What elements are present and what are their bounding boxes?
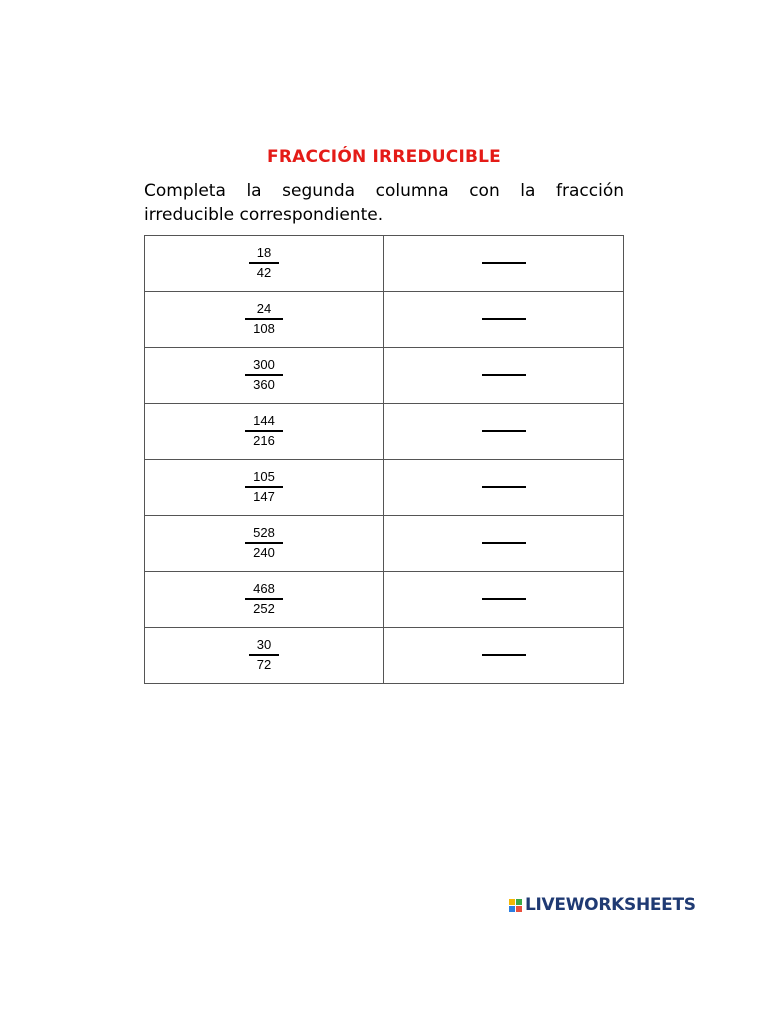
logo-square-green xyxy=(516,899,522,905)
fraction-bar xyxy=(245,486,283,488)
fraction-denominator: 147 xyxy=(253,488,275,504)
fraction-bar xyxy=(245,318,283,320)
liveworksheets-logo xyxy=(509,894,696,916)
logo-text: LIVEWORKSHEETS xyxy=(525,895,696,915)
answer-blank[interactable] xyxy=(482,542,526,544)
answer-cell xyxy=(384,292,624,348)
fraction-bar xyxy=(249,262,279,264)
answer-blank[interactable] xyxy=(482,374,526,376)
table-row xyxy=(145,516,624,572)
fraction-bar xyxy=(245,542,283,544)
table-row xyxy=(145,292,624,348)
fraction-denominator: 108 xyxy=(253,320,275,336)
fraction-numerator: 24 xyxy=(256,300,272,316)
original-fraction-cell xyxy=(145,628,384,684)
fraction-numerator: 30 xyxy=(256,636,272,652)
fraction xyxy=(253,638,275,672)
logo-square-yellow xyxy=(509,899,515,905)
fraction-numerator: 105 xyxy=(253,468,275,484)
answer-cell xyxy=(384,404,624,460)
fraction-bar xyxy=(245,430,283,432)
table-row xyxy=(145,572,624,628)
original-fraction-cell xyxy=(145,516,384,572)
answer-blank[interactable] xyxy=(482,430,526,432)
answer-blank[interactable] xyxy=(482,318,526,320)
answer-cell xyxy=(384,516,624,572)
fractions-table xyxy=(144,235,624,684)
answer-cell xyxy=(384,572,624,628)
answer-cell xyxy=(384,460,624,516)
worksheet-title: FRACCIÓN IRREDUCIBLE xyxy=(267,147,501,167)
fraction-denominator: 252 xyxy=(253,600,275,616)
fraction-bar xyxy=(245,374,283,376)
table-row xyxy=(145,236,624,292)
fraction-denominator: 240 xyxy=(253,544,275,560)
answer-blank[interactable] xyxy=(482,654,526,656)
fraction xyxy=(253,246,275,280)
fraction-denominator: 72 xyxy=(256,656,272,672)
answer-blank[interactable] xyxy=(482,598,526,600)
fraction-numerator: 468 xyxy=(253,580,275,596)
fraction xyxy=(249,526,279,560)
answer-cell xyxy=(384,628,624,684)
liveworksheets-logo-icon xyxy=(509,899,522,912)
fraction-numerator: 528 xyxy=(253,524,275,540)
original-fraction-cell xyxy=(145,348,384,404)
instructions-text: Completa la segunda columna con la fracción irreducible correspondiente. xyxy=(144,181,624,225)
fraction-denominator: 42 xyxy=(256,264,272,280)
logo-square-red xyxy=(516,906,522,912)
original-fraction-cell xyxy=(145,572,384,628)
fraction-denominator: 216 xyxy=(253,432,275,448)
answer-blank[interactable] xyxy=(482,486,526,488)
original-fraction-cell xyxy=(145,236,384,292)
table-row xyxy=(145,628,624,684)
answer-cell xyxy=(384,236,624,292)
original-fraction-cell xyxy=(145,292,384,348)
original-fraction-cell xyxy=(145,404,384,460)
fraction xyxy=(249,582,279,616)
fraction xyxy=(249,302,279,336)
fraction-denominator: 360 xyxy=(253,376,275,392)
fraction-bar xyxy=(249,654,279,656)
original-fraction-cell xyxy=(145,460,384,516)
fraction xyxy=(249,358,279,392)
fraction-bar xyxy=(245,598,283,600)
fraction-numerator: 300 xyxy=(253,356,275,372)
answer-blank[interactable] xyxy=(482,262,526,264)
table-row xyxy=(145,460,624,516)
logo-square-blue xyxy=(509,906,515,912)
fraction-numerator: 144 xyxy=(253,412,275,428)
fraction xyxy=(249,414,279,448)
table-row xyxy=(145,348,624,404)
fraction xyxy=(249,470,279,504)
fraction-numerator: 18 xyxy=(256,244,272,260)
table-row xyxy=(145,404,624,460)
answer-cell xyxy=(384,348,624,404)
